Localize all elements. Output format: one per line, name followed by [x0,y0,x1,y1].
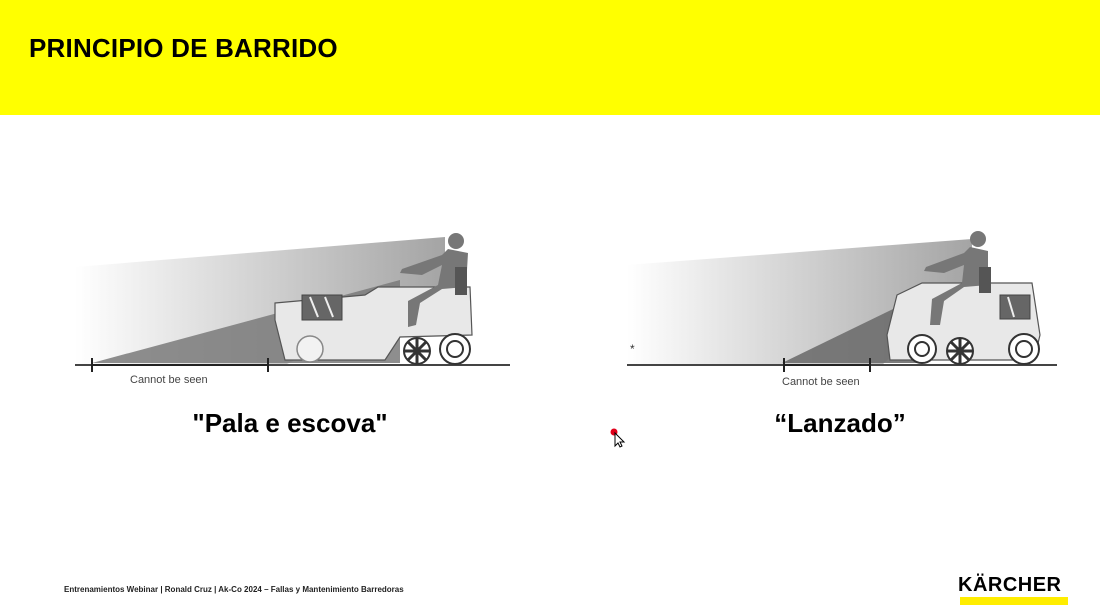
logo-text: KÄRCHER [958,574,1062,596]
cannot-be-seen-label: Cannot be seen [130,374,208,386]
seat [979,267,991,293]
caption-lanzado: “Lanzado” [774,408,906,438]
front-wheel [297,336,323,362]
hopper-window [1000,295,1030,319]
rear-wheel [440,334,470,364]
sweeper-sight-diagram-left [70,225,520,395]
footer-text: Entrenamientos Webinar | Ronald Cruz | Ak-Co 2024 – Fallas y Mantenimiento Barredoras [64,585,404,594]
cannot-be-seen-label: Cannot be seen [782,376,860,388]
front-wheel [908,335,936,363]
sweeper-sight-diagram-right [622,225,1062,395]
karcher-logo [958,575,1070,607]
rear-wheel [1009,334,1039,364]
logo-yellow-bar [960,597,1068,605]
seat [455,267,467,295]
slide-title: PRINCIPIO DE BARRIDO [29,33,338,63]
hopper-window [302,295,342,320]
mouse-pointer-icon [610,428,626,448]
driver-head [448,233,464,249]
caption-pala-e-escova: "Pala e escova" [192,408,388,438]
driver-head [970,231,986,247]
asterisk-marker: * [630,342,635,356]
